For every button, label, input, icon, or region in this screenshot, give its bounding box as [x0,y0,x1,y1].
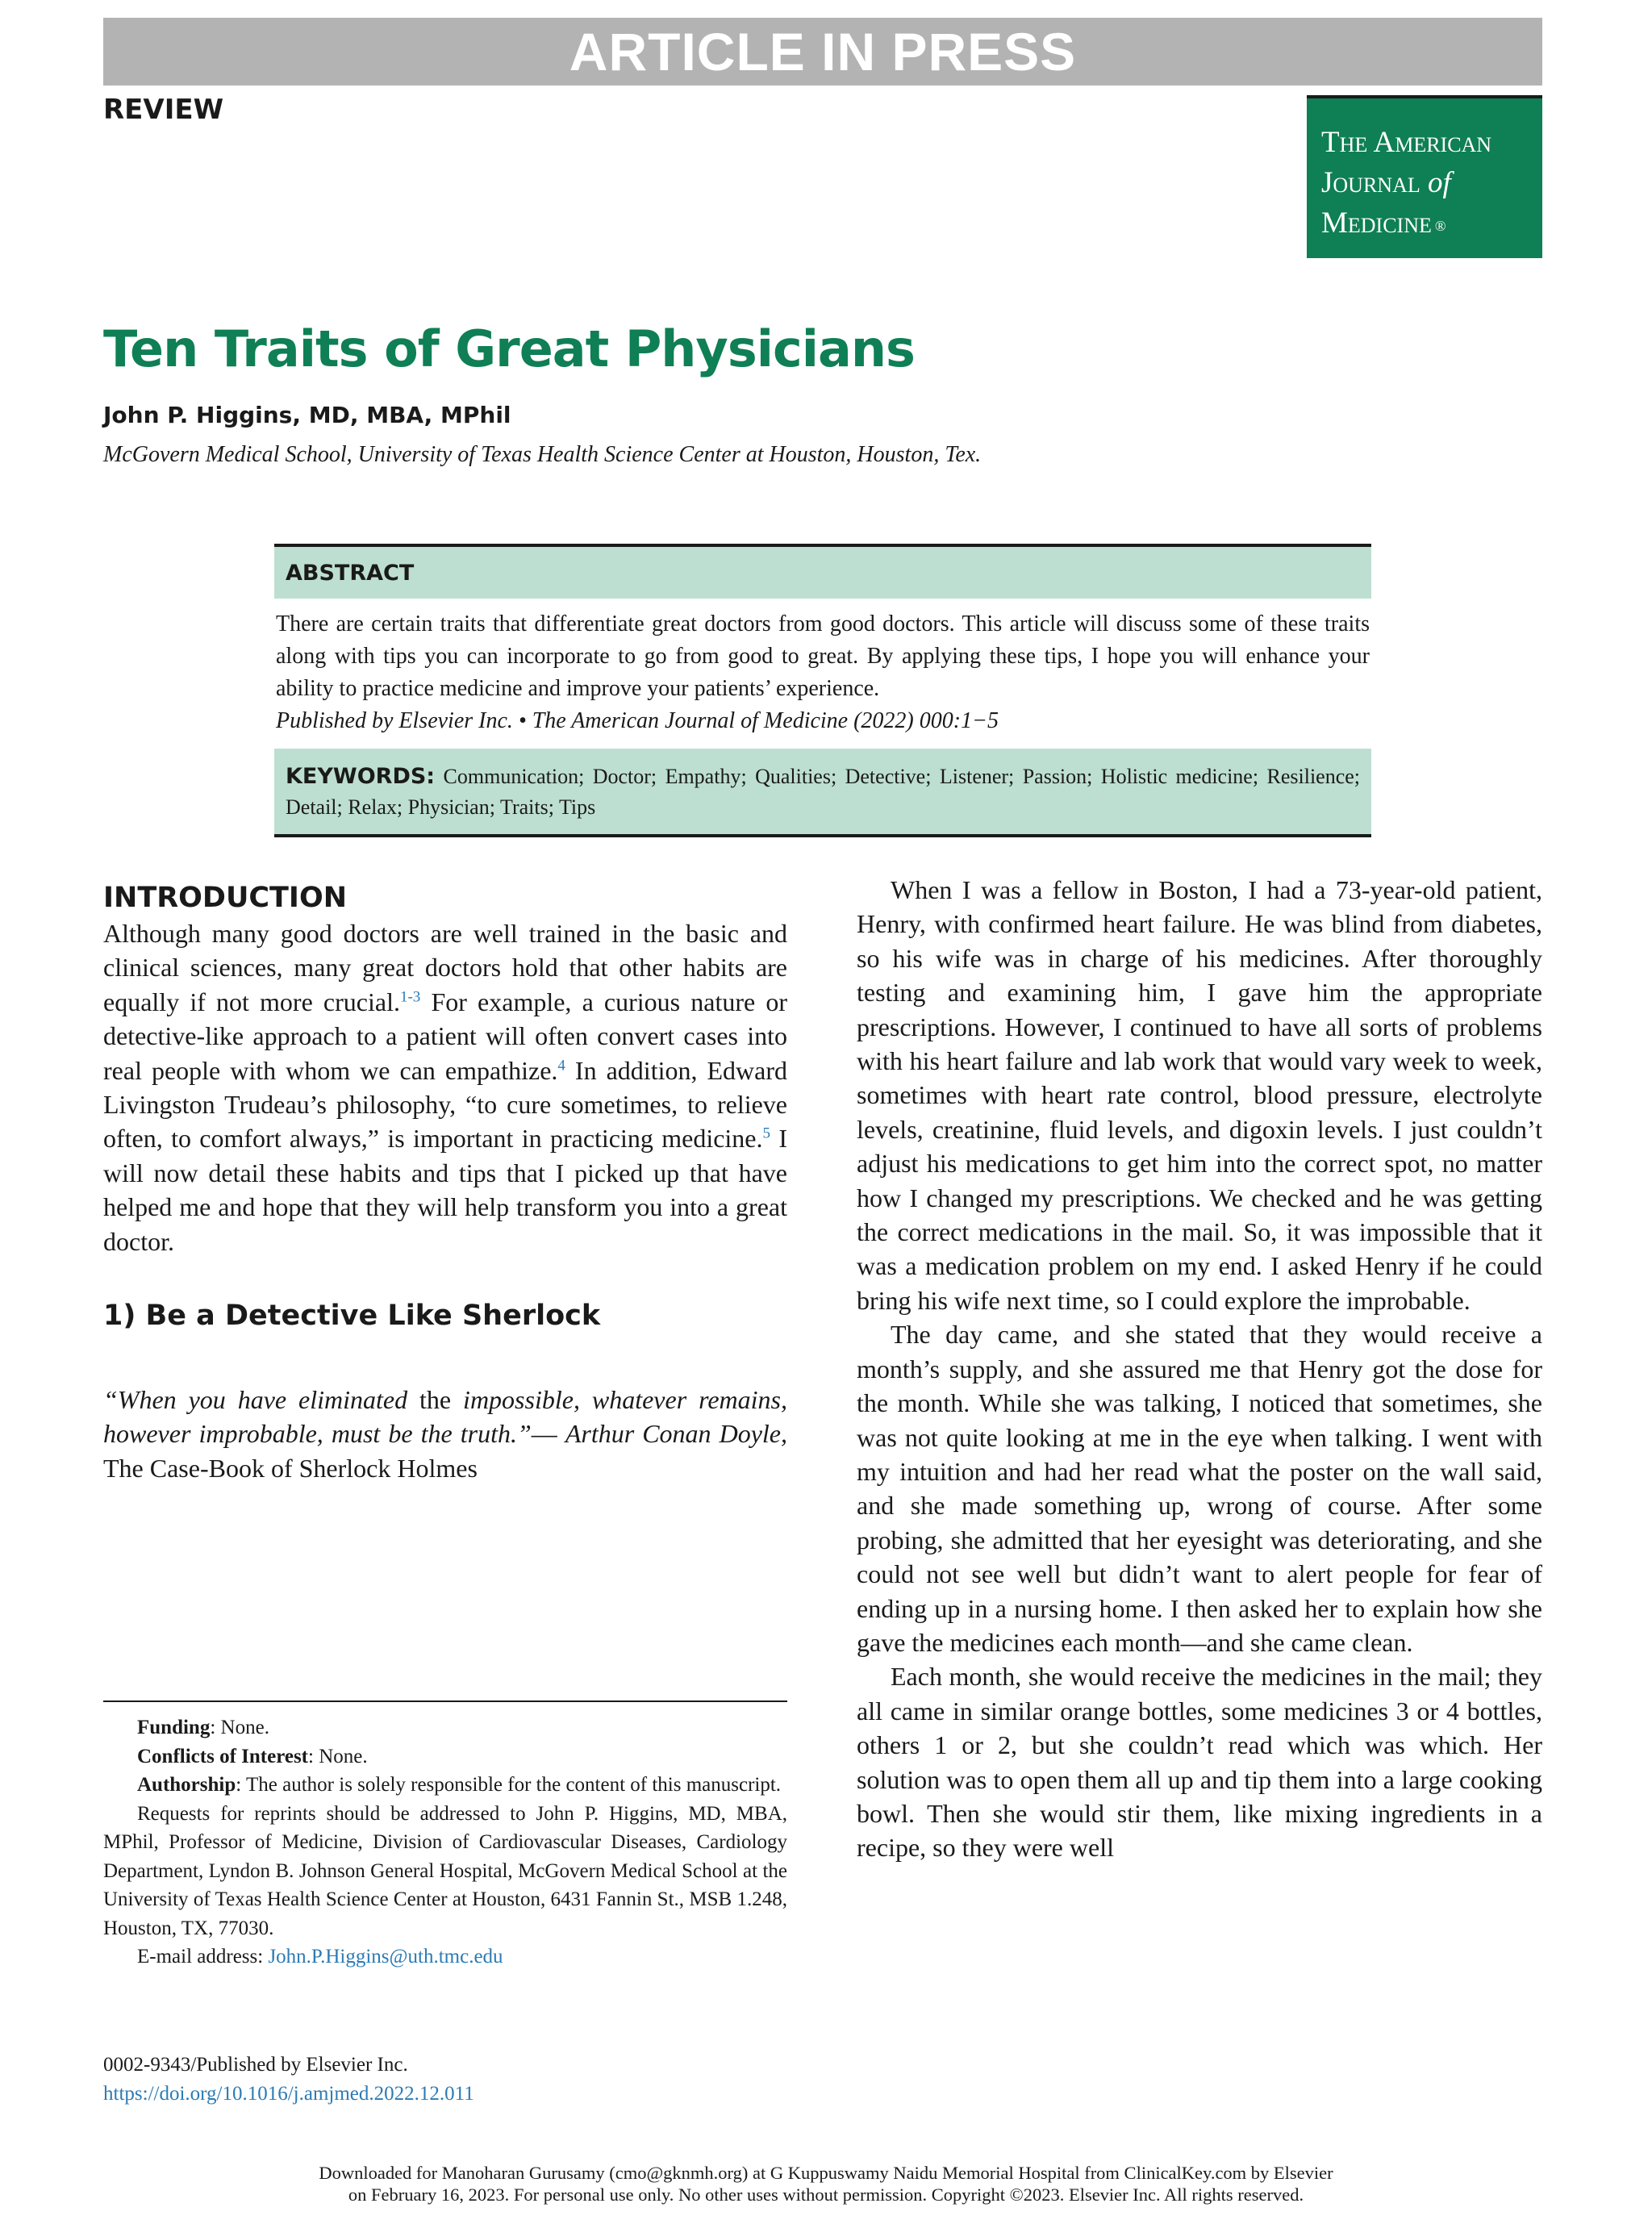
intro-text-4: I will now detail these habits and tips that I picked up that have helped me and hope that they will help transform you into a great doctor. [103,1124,788,1256]
journal-logo-word: Journal [1321,166,1420,199]
article-title: Ten Traits of Great Physicians [103,319,915,378]
abstract-body: There are certain traits that differentiate great doctors from good doctors. This article will discuss some of these traits along with tips you can incorporate to go from good to great. By applying these tips, I hope you will enhance your ability to practice medicine and improve your patients’ experience. [276,611,1370,701]
journal-logo-of: of [1427,166,1451,199]
funding-label: Funding [137,1717,211,1738]
coi-value: : None. [308,1745,368,1767]
reference-link-1-3[interactable]: 1-3 [399,988,421,1006]
intro-text-1: Although many good doctors are well trained in the basic and clinical sciences, many great doctors hold that other habits are equally if not more crucial. [103,919,787,1016]
article-in-press-banner: ARTICLE IN PRESS [103,18,1542,86]
left-column [103,879,787,1485]
coi-label: Conflicts of Interest [137,1745,308,1767]
journal-logo [1307,95,1542,258]
email-label: E-mail address: [137,1946,269,1968]
journal-logo-line2 [1321,163,1542,203]
journal-logo-line1: The American [1321,126,1492,159]
journal-logo-medicine: Medicine [1321,207,1432,240]
authorship-label: Authorship [137,1774,236,1796]
keywords-label: KEYWORDS: [286,764,436,789]
email-note [103,1942,787,1972]
quote-part-a: “When you have eliminated [103,1385,408,1415]
author-name: John P. Higgins, MD, MBA, MPhil [103,402,511,428]
quote-attribution: Arthur Conan Doyle, [565,1419,788,1449]
quote-dash: — [531,1419,557,1449]
keywords-box [274,749,1371,837]
coi-note [103,1742,787,1771]
footnotes [103,1713,787,1972]
doi-link[interactable]: https://doi.org/10.1016/j.amjmed.2022.12.011 [103,2083,474,2105]
funding-note [103,1713,787,1742]
abstract-heading: ABSTRACT [274,544,1371,599]
right-paragraph-1: When I was a fellow in Boston, I had a 73-year-old patient, Henry, with confirmed heart failure. He was blind from diabetes, so his wife was in charge of his medicines. After thoroughly testing and examining him, I gave him the appropriate prescriptions. However, I continued to have all sorts of problems with his heart failure and lab work that would vary week to week, sometimes with heart rate control, blood pressure, electrolyte levels, creatinine, fluid levels, and digoxin levels. I just couldn’t adjust his medications to get him into the correct spot, no matter how I changed my prescriptions. We checked and he was getting the correct medications in the mail. So, it was impossible that it was a medication problem on my end. I asked Henry if he could bring his wife next time, so I could explore the improbable. [857,875,1542,1315]
right-paragraph-3: Each month, she would receive the medicines in the mail; they all came in similar orange bottles, some medicines 3 or 4 bottles, others 1 or 2, but she couldn’t read which was which. Her solution was to open them all up and tip them into a large cooking bowl. Then she would stir them, like mixing ingredients in a recipe, so they were well [857,1662,1542,1863]
download-notice-line-2: on February 16, 2023. For personal use only. No other uses without permission. Copyright ©2023. Elsevier Inc. All rights reserved. [348,2185,1304,2205]
registered-mark: ® [1434,217,1446,234]
funding-value: : None. [210,1717,269,1738]
author-affiliation: McGovern Medical School, University of Texas Health Science Center at Houston, Houston, Tex. [103,442,982,467]
intro-heading: INTRODUCTION [103,882,347,914]
reprints-note: Requests for reprints should be addressed to John P. Higgins, MD, MBA, MPhil, Professor of Medicine, Division of Cardiovascular Diseases, Cardiology Department, Lyndon B. Johnson General Hospital, McGovern Medical School at the University of Texas Health Science Center at Houston, 6431 Fannin St., MSB 1.248, Houston, TX, 77030. [103,1802,787,1939]
reference-link-5[interactable]: 5 [762,1125,771,1142]
right-paragraph-2: The day came, and she stated that they would receive a month’s supply, and she assured me that Henry got the dose for the month. While she was talking, I noticed that sometimes, she was not quite looking at me in the eye when talking. I went with my intuition and had her read what the poster on the wall said, and she made something up, wrong of course. After some probing, she admitted that her eyesight was deteriorating, and she could not see well but didn’t want to alert people for fear of ending up in a nursing home. I then asked her to explain how she gave the medicines each month—and she came clean. [857,1320,1542,1657]
keywords-list: Communication; Doctor; Empathy; Qualities; Detective; Listener; Passion; Holistic medicine; Resilience; Detail; Relax; Physician; Traits; Tips [286,765,1361,819]
authorship-note [103,1771,787,1800]
epigraph-quote [103,1383,787,1485]
authorship-value: : The author is solely responsible for the content of this manuscript. [236,1774,782,1796]
email-link[interactable]: John.P.Higgins@uth.tmc.edu [268,1946,503,1968]
abstract-box [274,544,1371,837]
reference-link-4[interactable]: 4 [557,1056,565,1074]
intro-paragraph [103,916,787,1258]
section-1-heading: 1) Be a Detective Like Sherlock [103,1300,601,1333]
quote-part-b: the [407,1385,464,1415]
journal-logo-line3 [1321,203,1542,246]
issn-block [103,2051,474,2109]
abstract-publication-line: Published by Elsevier Inc. • The American Journal of Medicine (2022) 000:1−5 [276,708,999,733]
download-notice [0,2162,1652,2205]
quote-part-c: impossible, whatever remains, however improbable, must be the truth.” [103,1385,787,1449]
quote-source: The Case-Book of Sherlock Holmes [103,1453,478,1483]
right-column [857,873,1542,1865]
section-type-label: REVIEW [103,94,224,126]
issn-line: 0002-9343/Published by Elsevier Inc. [103,2054,408,2076]
intro-text-2: For example, a curious nature or detective-like approach to a patient will often convert cases into real people with whom we can empathize. [103,987,788,1085]
intro-text-3: In addition, Edward Livingston Trudeau’s philosophy, “to cure sometimes, to relieve often, to comfort always,” is important in practicing medicine. [103,1055,788,1154]
footnote-divider [103,1700,787,1702]
download-notice-line-1: Downloaded for Manoharan Gurusamy (cmo@gknmh.org) at G Kuppuswamy Naidu Memorial Hospital from ClinicalKey.com by Elsevier [319,2163,1333,2183]
